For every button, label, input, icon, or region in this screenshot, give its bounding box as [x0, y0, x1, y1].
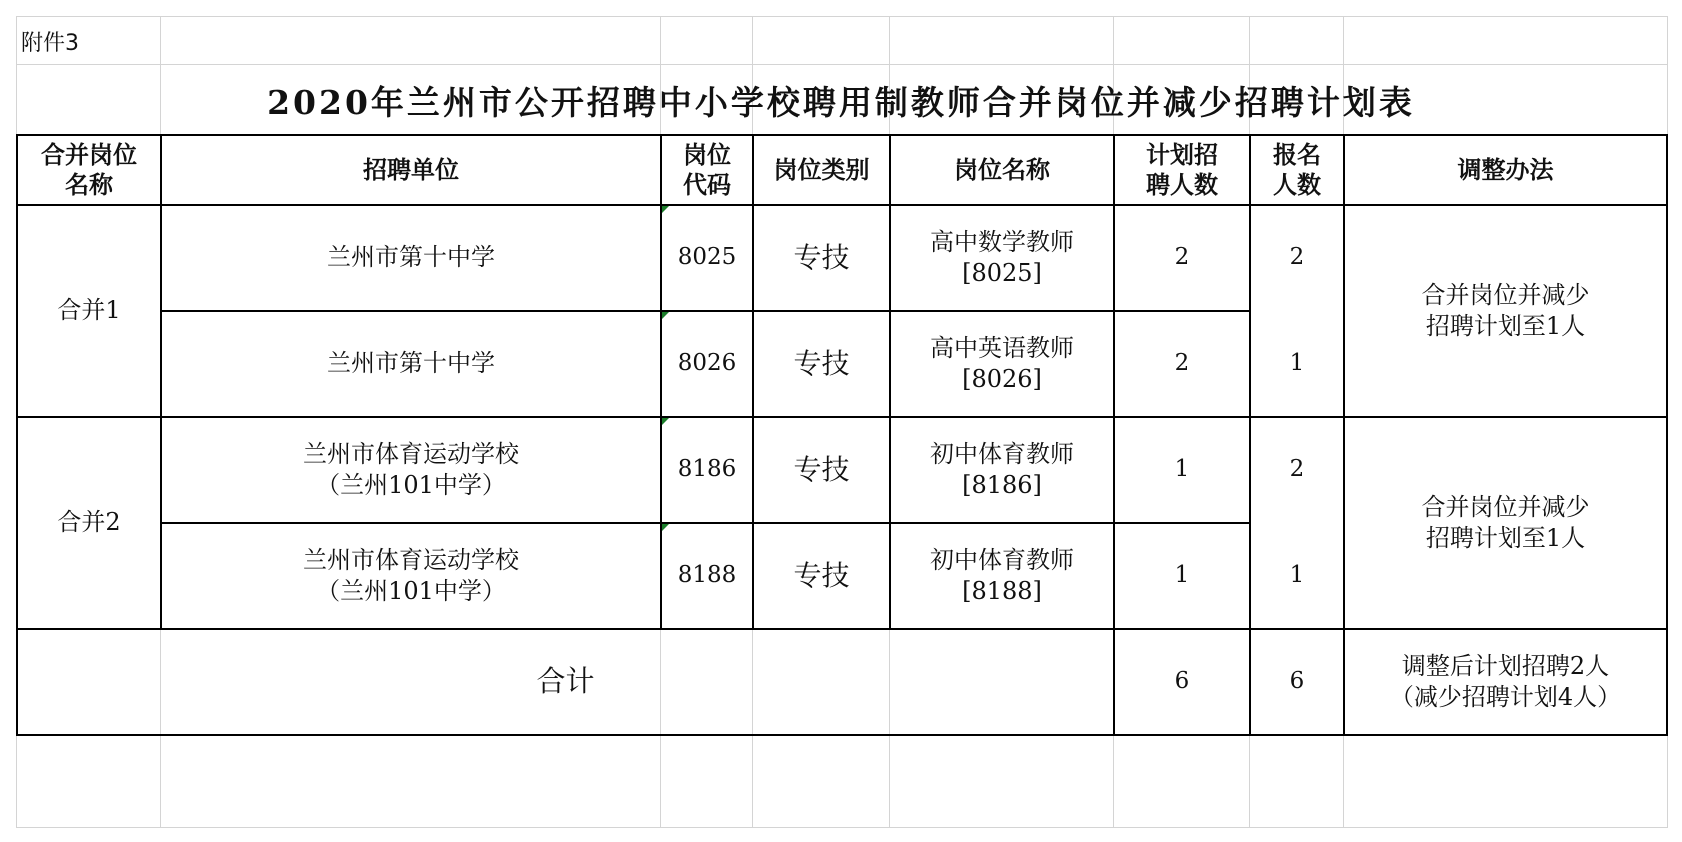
header-position: 岗位名称	[954, 156, 1050, 184]
unit-cell: 兰州市体育运动学校 （兰州101中学）	[303, 439, 519, 499]
applicants-cell: 2	[1289, 456, 1305, 483]
group-method: 合并岗位并减少 招聘计划至1人	[1421, 492, 1590, 552]
group-name: 合并1	[57, 296, 121, 325]
header-merge-name: 合并岗位 名称	[41, 141, 137, 199]
total-method: 调整后计划招聘2人 （减少招聘计划4人）	[1389, 651, 1622, 711]
category-cell: 专技	[793, 346, 850, 380]
plan-cell: 1	[1174, 562, 1190, 589]
code-cell: 8026	[677, 350, 737, 377]
header-code: 岗位 代码	[683, 141, 731, 199]
total-plan: 6	[1174, 668, 1190, 695]
unit-cell: 兰州市第十中学	[327, 349, 495, 378]
plan-cell: 1	[1174, 456, 1190, 483]
attachment-label: 附件3	[21, 31, 79, 56]
header-method: 调整办法	[1457, 156, 1554, 184]
header-category: 岗位类别	[773, 156, 870, 184]
code-cell: 8025	[677, 244, 737, 271]
cell-error-marker	[662, 418, 669, 425]
plan-cell: 2	[1174, 350, 1190, 377]
total-label: 合计	[536, 664, 595, 699]
category-cell: 专技	[793, 558, 850, 592]
position-cell: 初中体育教师 [8188]	[930, 545, 1074, 605]
position-cell: 高中英语教师 [8026]	[930, 333, 1074, 393]
header-unit: 招聘单位	[363, 156, 459, 184]
unit-cell: 兰州市体育运动学校 （兰州101中学）	[303, 545, 519, 605]
position-cell: 高中数学教师 [8025]	[930, 227, 1074, 287]
category-cell: 专技	[793, 240, 850, 274]
applicants-cell: 1	[1289, 350, 1305, 377]
header-applicants: 报名 人数	[1273, 141, 1321, 199]
cell-error-marker	[662, 206, 669, 213]
category-cell: 专技	[793, 452, 850, 486]
total-applicants: 6	[1289, 668, 1305, 695]
applicants-cell: 2	[1289, 244, 1305, 271]
group-method: 合并岗位并减少 招聘计划至1人	[1421, 280, 1590, 340]
code-cell: 8188	[677, 562, 737, 589]
header-plan: 计划招 聘人数	[1146, 141, 1218, 199]
unit-cell: 兰州市第十中学	[327, 243, 495, 272]
plan-cell: 2	[1174, 244, 1190, 271]
cell-error-marker	[662, 524, 669, 531]
cell-error-marker	[662, 312, 669, 319]
position-cell: 初中体育教师 [8186]	[930, 439, 1074, 499]
applicants-cell: 1	[1289, 562, 1305, 589]
group-name: 合并2	[57, 508, 121, 537]
code-cell: 8186	[677, 456, 737, 483]
page-title: 2020年兰州市公开招聘中小学校聘用制教师合并岗位并减少招聘计划表	[267, 82, 1415, 122]
